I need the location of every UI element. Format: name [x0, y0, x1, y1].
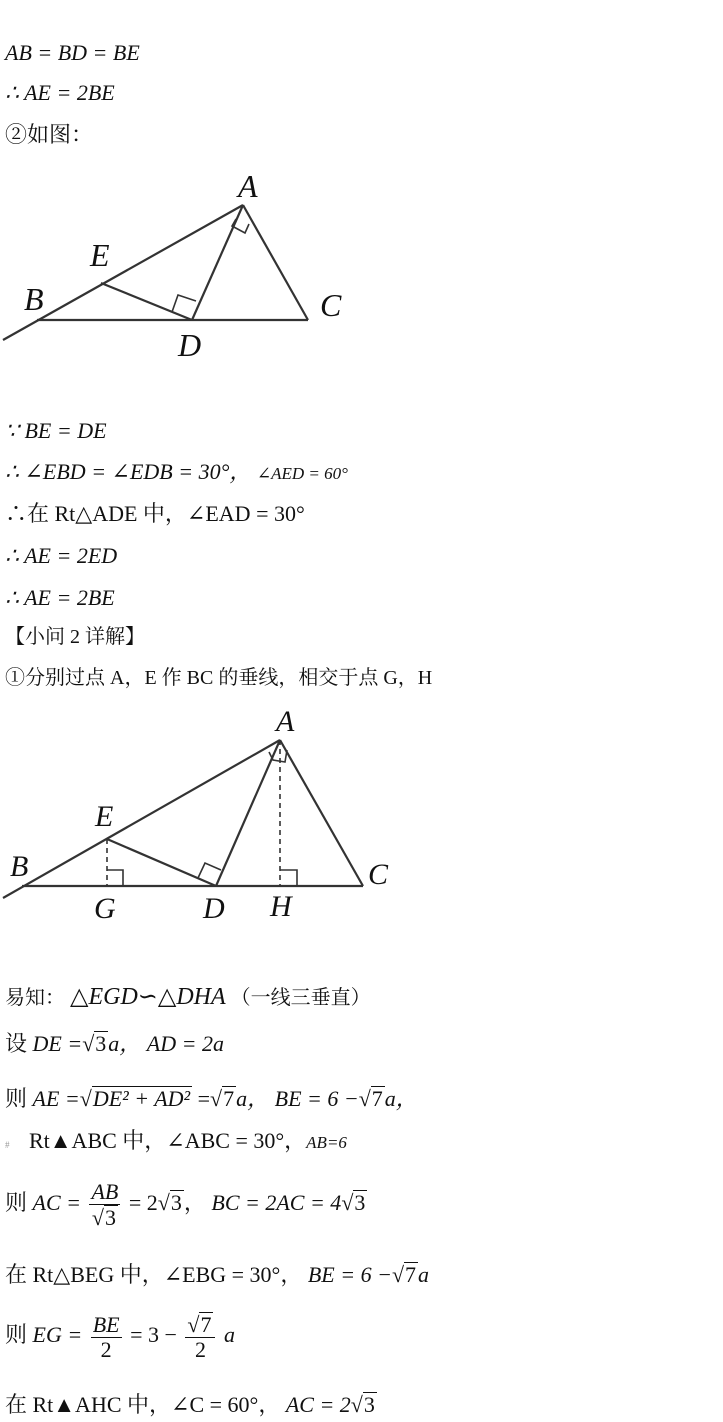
line-10: ①分别过点 A，E 作 BC 的垂线，相交于点 G，H: [5, 667, 433, 689]
line-14-b: AB=6: [306, 1133, 347, 1152]
right-angle-mark-g: [107, 870, 123, 886]
line-12-a: 设: [5, 1031, 28, 1056]
line-15-a: 则: [5, 1190, 28, 1216]
right-angle-mark-h: [280, 870, 297, 886]
label-d: D: [203, 892, 225, 925]
line-13-b: AE =: [32, 1086, 80, 1111]
label-d: D: [178, 327, 202, 363]
line-17-c: = 3 −: [130, 1322, 177, 1348]
fraction-2-denominator: 2: [194, 1337, 206, 1363]
line-12: 设 DE =√3a， AD = 2a: [5, 1031, 224, 1056]
line-15-f: BC = 2AC = 4: [211, 1190, 342, 1216]
line-12-b: DE =: [32, 1031, 83, 1056]
right-angle-mark-d: [172, 295, 196, 312]
line-11-c: （一线三垂直）: [230, 987, 371, 1009]
line-15-g: 3: [354, 1190, 366, 1216]
line-16-b: BE = 6 −: [307, 1262, 392, 1287]
line-ad: [192, 205, 243, 320]
line-17-b: EG =: [32, 1322, 83, 1348]
line-12-e: AD = 2a: [146, 1031, 224, 1056]
line-15-e: ，: [183, 1190, 206, 1216]
line-13-i: a，: [384, 1086, 418, 1111]
line-6: ∴在 Rt△ADE 中，∠EAD = 30°: [5, 501, 305, 526]
fraction-root7-over-2: $\frac{√7}{2}$: [185, 1312, 215, 1362]
label-a: A: [276, 705, 295, 738]
line-15-c: = 2: [128, 1190, 158, 1216]
line-3: ②如图：: [5, 122, 94, 147]
line-14: [5, 1130, 347, 1152]
line-7: ∴ AE = 2ED: [5, 543, 118, 568]
line-13-d: =: [197, 1086, 211, 1111]
fraction-1-denominator: 2: [100, 1336, 112, 1362]
line-16-c: 7: [405, 1262, 417, 1287]
line-18-b: AC = 2: [285, 1392, 351, 1417]
line-ac: [243, 205, 308, 320]
section-heading: 【小问 2 详解】: [5, 626, 145, 648]
fraction-2-numerator: 7: [200, 1312, 212, 1337]
line-13-e: 7: [223, 1086, 235, 1111]
line-13-f: a，: [236, 1086, 270, 1111]
line-17: [5, 1312, 235, 1362]
line-14-mark: #: [5, 1140, 10, 1150]
line-15: 则 AC = $\frac{AB}{√3}$ = 2√3， BC = 2AC = 4√3: [5, 1179, 366, 1231]
label-h: H: [270, 890, 292, 923]
line-ac: [280, 740, 363, 886]
line-13-h: 7: [371, 1086, 383, 1111]
fraction-ab-over-root3: $\frac{AB}{√3}$: [91, 1179, 119, 1231]
label-e: E: [90, 237, 110, 273]
figure-2-triangle: [0, 700, 410, 940]
figure-1-triangle: [0, 165, 360, 365]
line-5-b: ∠AED = 60°: [256, 464, 348, 483]
line-ad: [216, 740, 280, 886]
line-17-d: a: [223, 1322, 235, 1348]
fraction-denominator: 3: [104, 1205, 116, 1231]
line-16: 在 Rt△BEG 中，∠EBG = 30°， BE = 6 −√7a: [5, 1262, 430, 1287]
line-13: 则 AE =√DE² + AD² =√7a， BE = 6 −√7a，: [5, 1086, 418, 1111]
fraction-be-over-2: [91, 1313, 122, 1362]
line-15-b: AC =: [32, 1190, 81, 1216]
line-13-g: BE = 6 −: [274, 1086, 359, 1111]
line-15-d: 3: [170, 1190, 182, 1216]
label-c: C: [368, 858, 389, 891]
line-18: 在 Rt▲AHC 中，∠C = 60°， AC = 2√3: [5, 1392, 375, 1417]
line-11-b: △EGD∽△DHA: [70, 984, 226, 1010]
line-18-a: 在 Rt▲AHC 中，∠C = 60°，: [5, 1392, 281, 1417]
line-11-a: 易知：: [5, 987, 65, 1009]
line-ed: [101, 283, 192, 320]
fraction-numerator: AB: [91, 1179, 119, 1204]
line-16-d: a: [418, 1262, 430, 1287]
line-1: AB = BD = BE: [5, 40, 140, 65]
line-18-c: 3: [363, 1392, 375, 1417]
line-11: [5, 985, 371, 1009]
line-13-c: DE² + AD²: [92, 1086, 191, 1111]
line-5: [5, 461, 348, 483]
line-13-a: 则: [5, 1086, 28, 1111]
line-12-d: a，: [108, 1031, 142, 1056]
label-g: G: [94, 892, 116, 925]
fraction-1-numerator: BE: [92, 1311, 120, 1337]
line-16-a: 在 Rt△BEG 中，∠EBG = 30°，: [5, 1262, 303, 1287]
line-14-a: Rt▲ABC 中，∠ABC = 30°，: [29, 1128, 307, 1153]
line-8: ∴ AE = 2BE: [5, 585, 115, 610]
label-b: B: [24, 281, 44, 317]
line-4: ∵ BE = DE: [5, 418, 107, 443]
right-angle-mark-d: [198, 863, 221, 878]
label-b: B: [10, 850, 29, 883]
line-ab-extended: [3, 740, 280, 898]
line-2: ∴ AE = 2BE: [5, 80, 115, 105]
label-e: E: [95, 800, 114, 833]
label-c: C: [320, 287, 342, 323]
line-5-a: ∴ ∠EBD = ∠EDB = 30°，: [5, 459, 252, 484]
line-17-a: 则: [5, 1322, 28, 1348]
label-a: A: [238, 168, 258, 204]
line-12-c: 3: [95, 1031, 107, 1056]
